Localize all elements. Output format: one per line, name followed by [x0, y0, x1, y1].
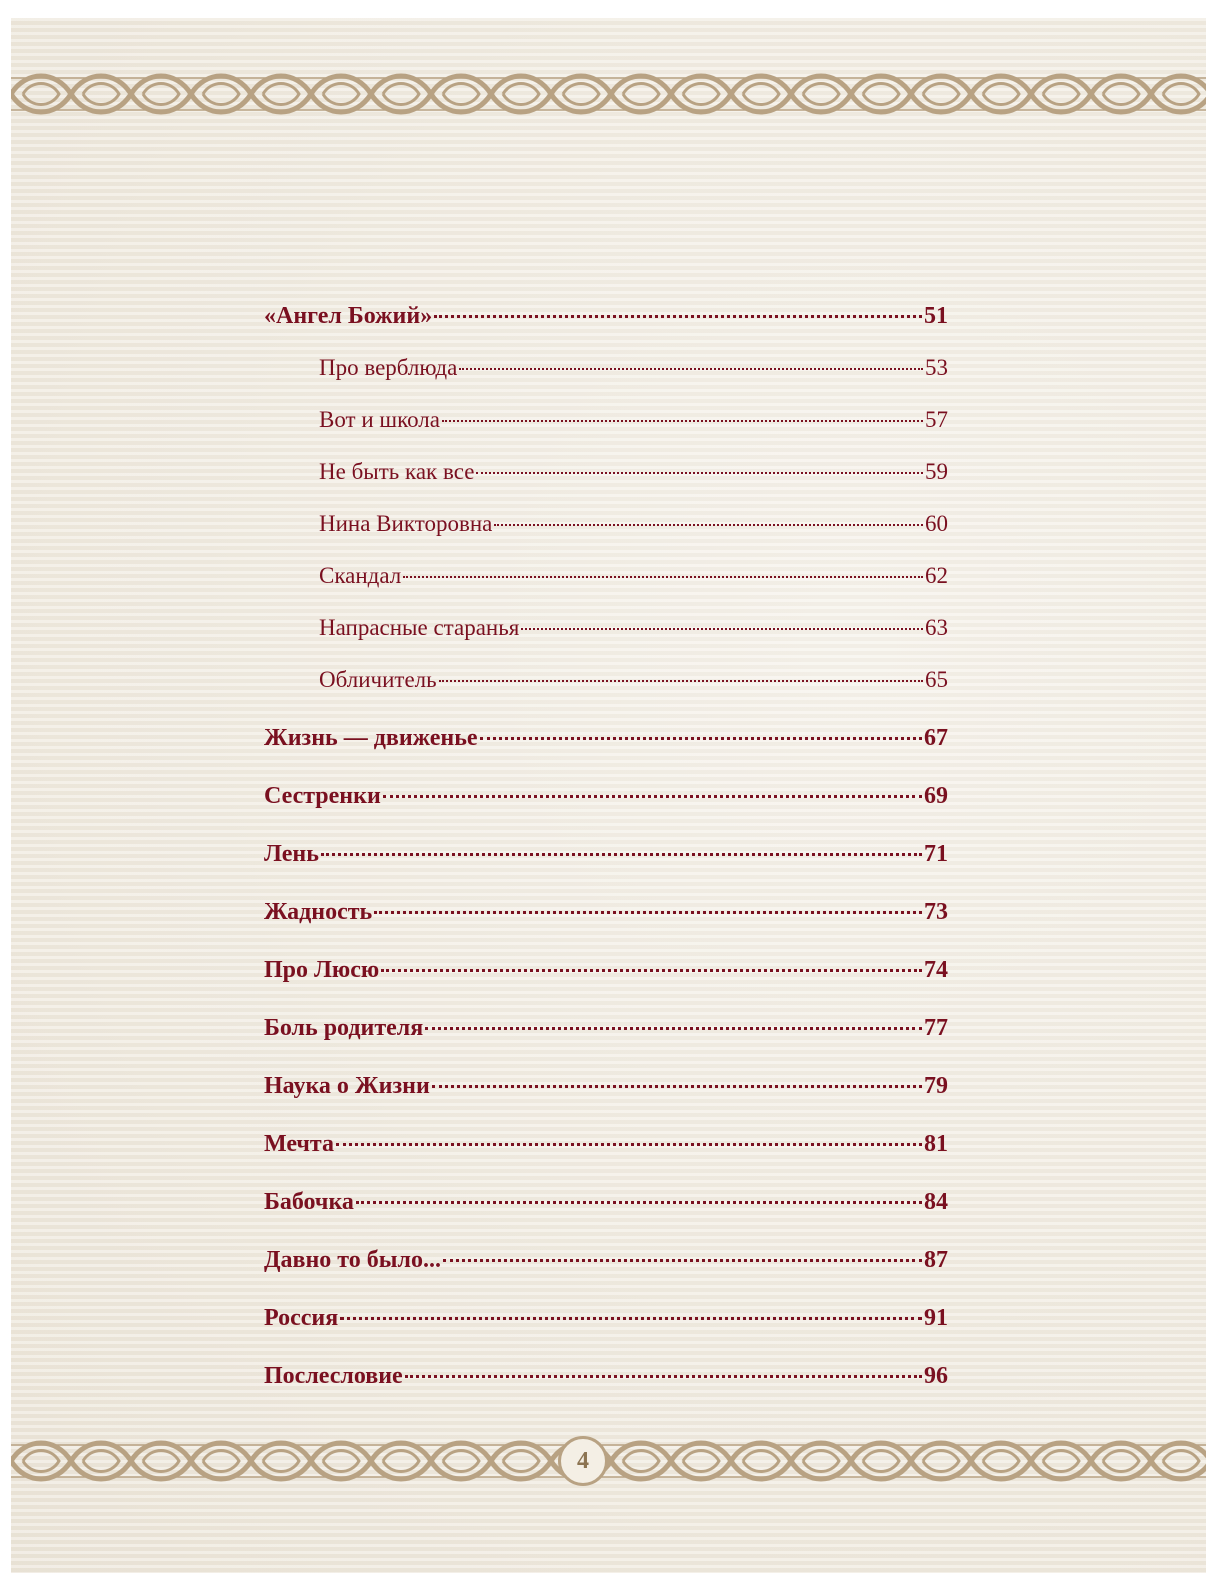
toc-entry-page: 91: [924, 1305, 948, 1331]
toc-entry: [264, 957, 948, 984]
toc-entry-page: 79: [924, 1073, 948, 1099]
toc-entry-title: Лень: [264, 841, 319, 867]
toc-leader-dots: [459, 368, 923, 370]
toc-leader-dots: [439, 680, 923, 682]
toc-entry: [264, 1131, 948, 1158]
toc-leader-dots: [383, 795, 922, 798]
toc-leader-dots: [356, 1201, 922, 1204]
toc-leader-dots: [442, 420, 923, 422]
toc-leader-dots: [321, 853, 922, 856]
toc-leader-dots: [381, 969, 922, 972]
toc-leader-dots: [443, 1259, 922, 1262]
toc-entry-title: Напрасные старанья: [319, 615, 520, 640]
toc-entry-page: 63: [925, 615, 948, 640]
toc-entry-title: Не быть как все: [319, 459, 475, 484]
toc-entry-title: Мечта: [264, 1131, 335, 1157]
toc-entry: [264, 355, 948, 381]
toc-entry-page: 62: [925, 563, 948, 588]
toc-leader-dots: [476, 472, 923, 474]
toc-entry-title: Вот и школа: [319, 407, 440, 432]
toc-entry: [264, 783, 948, 810]
toc-entry-page: 74: [924, 957, 948, 983]
toc-entry-title: Боль родителя: [264, 1015, 424, 1041]
toc-entry-page: 69: [924, 783, 948, 809]
toc-entry-title: Жизнь — движенье: [264, 725, 478, 751]
page-number: 4: [558, 1436, 608, 1486]
toc-entry: [264, 407, 948, 433]
toc-entry: [264, 667, 948, 693]
toc-leader-dots: [336, 1143, 922, 1146]
toc-entry: [264, 303, 948, 330]
toc-entry: [264, 1247, 948, 1274]
toc-leader-dots: [432, 1085, 922, 1088]
toc-entry-page: 84: [924, 1189, 948, 1215]
toc-entry-title: Россия: [264, 1305, 339, 1331]
toc-entry: [264, 615, 948, 641]
toc-leader-dots: [403, 576, 923, 578]
toc-entry-title: Сестренки: [264, 783, 381, 809]
toc-entry-title: Обличитель: [319, 667, 437, 692]
toc-entry-title: Бабочка: [264, 1189, 354, 1215]
toc-entry: [264, 1073, 948, 1100]
toc-entry-title: Про верблюда: [319, 355, 458, 380]
toc-entry: [264, 899, 948, 926]
toc-entry: [264, 1363, 948, 1390]
toc-leader-dots: [405, 1375, 922, 1378]
toc-entry: [264, 511, 948, 537]
toc-entry-page: 57: [925, 407, 948, 432]
book-page: [11, 18, 1206, 1573]
toc-entry-page: 77: [924, 1015, 948, 1041]
toc-entry-page: 96: [924, 1363, 948, 1389]
top-ornament-border: [11, 64, 1206, 124]
toc-entry-page: 65: [925, 667, 948, 692]
toc-entry-page: 67: [924, 725, 948, 751]
toc-entry-page: 73: [924, 899, 948, 925]
toc-entry-title: Давно то было...: [264, 1247, 441, 1273]
toc-entry-page: 59: [925, 459, 948, 484]
toc-leader-dots: [340, 1317, 922, 1320]
toc-leader-dots: [374, 911, 922, 914]
toc-entry: [264, 725, 948, 752]
toc-entry-page: 53: [925, 355, 948, 380]
toc-entry-title: Жадность: [264, 899, 373, 925]
toc-entry: [264, 1305, 948, 1332]
toc-entry-page: 71: [924, 841, 948, 867]
toc-entry-page: 60: [925, 511, 948, 536]
toc-entry-page: 51: [924, 303, 948, 329]
toc-entry-page: 81: [924, 1131, 948, 1157]
toc-entry: [264, 1189, 948, 1216]
bottom-ornament-border: [11, 1431, 1206, 1491]
toc-entry-title: Нина Викторовна: [319, 511, 493, 536]
toc-entry-title: Скандал: [319, 563, 402, 588]
toc-leader-dots: [521, 628, 923, 630]
toc-entry-page: 87: [924, 1247, 948, 1273]
toc-leader-dots: [425, 1027, 922, 1030]
toc-entry-title: Про Люсю: [264, 957, 380, 983]
toc-entry-title: «Ангел Божий»: [264, 303, 433, 329]
toc-entry: [264, 841, 948, 868]
toc-leader-dots: [480, 737, 922, 740]
toc-entry: [264, 1015, 948, 1042]
toc-entry: [264, 459, 948, 485]
toc-leader-dots: [494, 524, 923, 526]
toc-entry-title: Послесловие: [264, 1363, 403, 1389]
toc-entry-title: Наука о Жизни: [264, 1073, 430, 1099]
toc-leader-dots: [434, 315, 922, 318]
toc-entry: [264, 563, 948, 589]
